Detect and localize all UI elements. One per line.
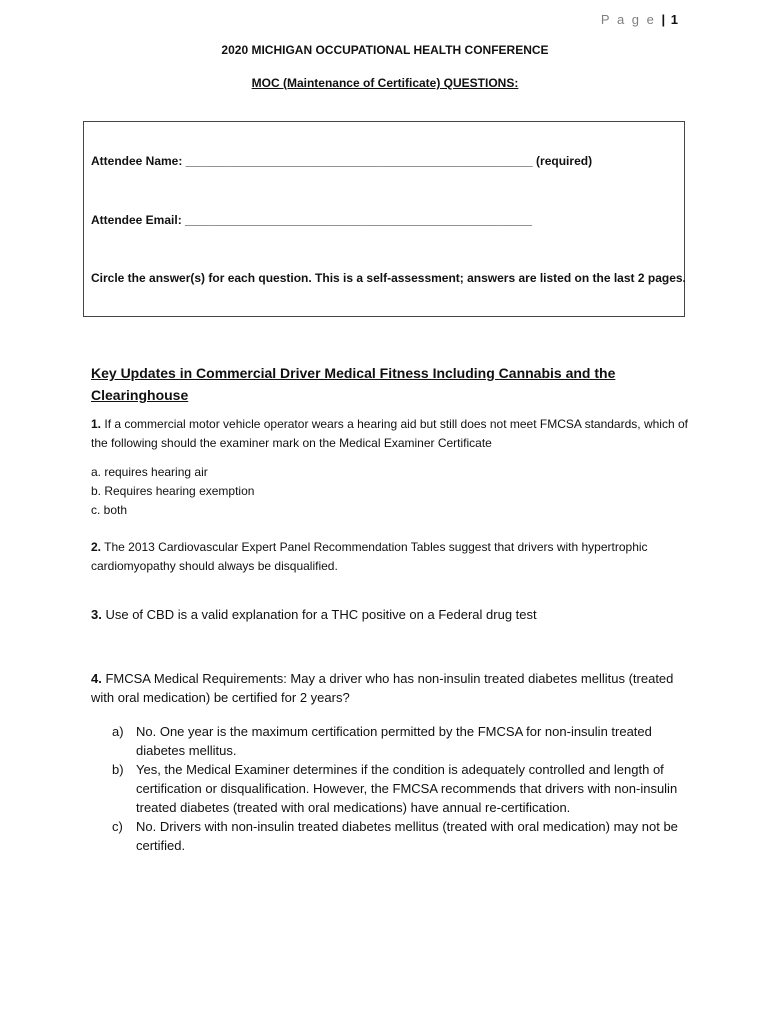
question-text: Use of CBD is a valid explanation for a THC positive on a Federal drug test — [105, 607, 537, 622]
question-number: 3. — [91, 607, 102, 622]
question-4-answers — [112, 722, 682, 855]
option-a[interactable]: a. requires hearing air — [91, 465, 208, 479]
question-2 — [91, 538, 691, 576]
answer-c[interactable] — [112, 817, 682, 855]
question-number: 4. — [91, 671, 102, 686]
question-text: FMCSA Medical Requirements: May a driver who has non-insulin treated diabetes mellitus (treated with oral medication) be certified for 2 years? — [91, 671, 674, 705]
answer-letter: b) — [112, 762, 124, 777]
page-number-value: | 1 — [661, 12, 679, 27]
option-c[interactable]: c. both — [91, 503, 128, 517]
answer-text: No. Drivers with non-insulin treated diabetes mellitus (treated with oral medication) may not be certified. — [136, 819, 678, 853]
answer-text: No. One year is the maximum certification permitted by the FMCSA for non-insulin treated diabetes mellitus. — [136, 724, 652, 758]
section-heading: Key Updates in Commercial Driver Medical Fitness Including Cannabis and the Clearinghouse — [91, 365, 616, 403]
question-text: If a commercial motor vehicle operator wears a hearing aid but still does not meet FMCSA standards, which of the following should the examiner mark on the Medical Examiner Certificate — [91, 417, 688, 450]
question-number: 1. — [91, 417, 102, 431]
instructions-text: Circle the answer(s) for each question. This is a self-assessment; answers are listed on the last 2 pages. — [91, 271, 686, 285]
answer-text: Yes, the Medical Examiner determines if the condition is adequately controlled and length of certification or disqualification. However, the FMCSA recommends that drivers with non-insulin treated diabetes (treated with oral medications) have annual re-certification. — [136, 762, 678, 815]
page-number — [601, 12, 679, 27]
question-text: The 2013 Cardiovascular Expert Panel Recommendation Tables suggest that drivers with hypertrophic cardiomyopathy should always be disqualified. — [91, 540, 648, 573]
document-title: 2020 MICHIGAN OCCUPATIONAL HEALTH CONFERENCE — [221, 43, 549, 57]
question-number: 2. — [91, 540, 102, 554]
document-subtitle: MOC (Maintenance of Certificate) QUESTIONS: — [251, 76, 519, 90]
question-4 — [91, 669, 691, 707]
answer-b[interactable] — [112, 760, 682, 817]
question-1-options — [91, 463, 254, 520]
option-b[interactable]: b. Requires hearing exemption — [91, 484, 255, 498]
page-label: P a g e — [600, 12, 656, 27]
attendee-email-field[interactable]: Attendee Email: ____________________________________________________ — [91, 213, 533, 227]
question-1 — [91, 415, 691, 453]
answer-a[interactable] — [112, 722, 682, 760]
answer-letter: a) — [112, 724, 124, 739]
attendee-name-field[interactable]: Attendee Name: ____________________________________________________ (required) — [91, 154, 593, 168]
attendee-info-box — [83, 121, 685, 317]
question-3 — [91, 605, 691, 624]
answer-letter: c) — [112, 819, 123, 834]
